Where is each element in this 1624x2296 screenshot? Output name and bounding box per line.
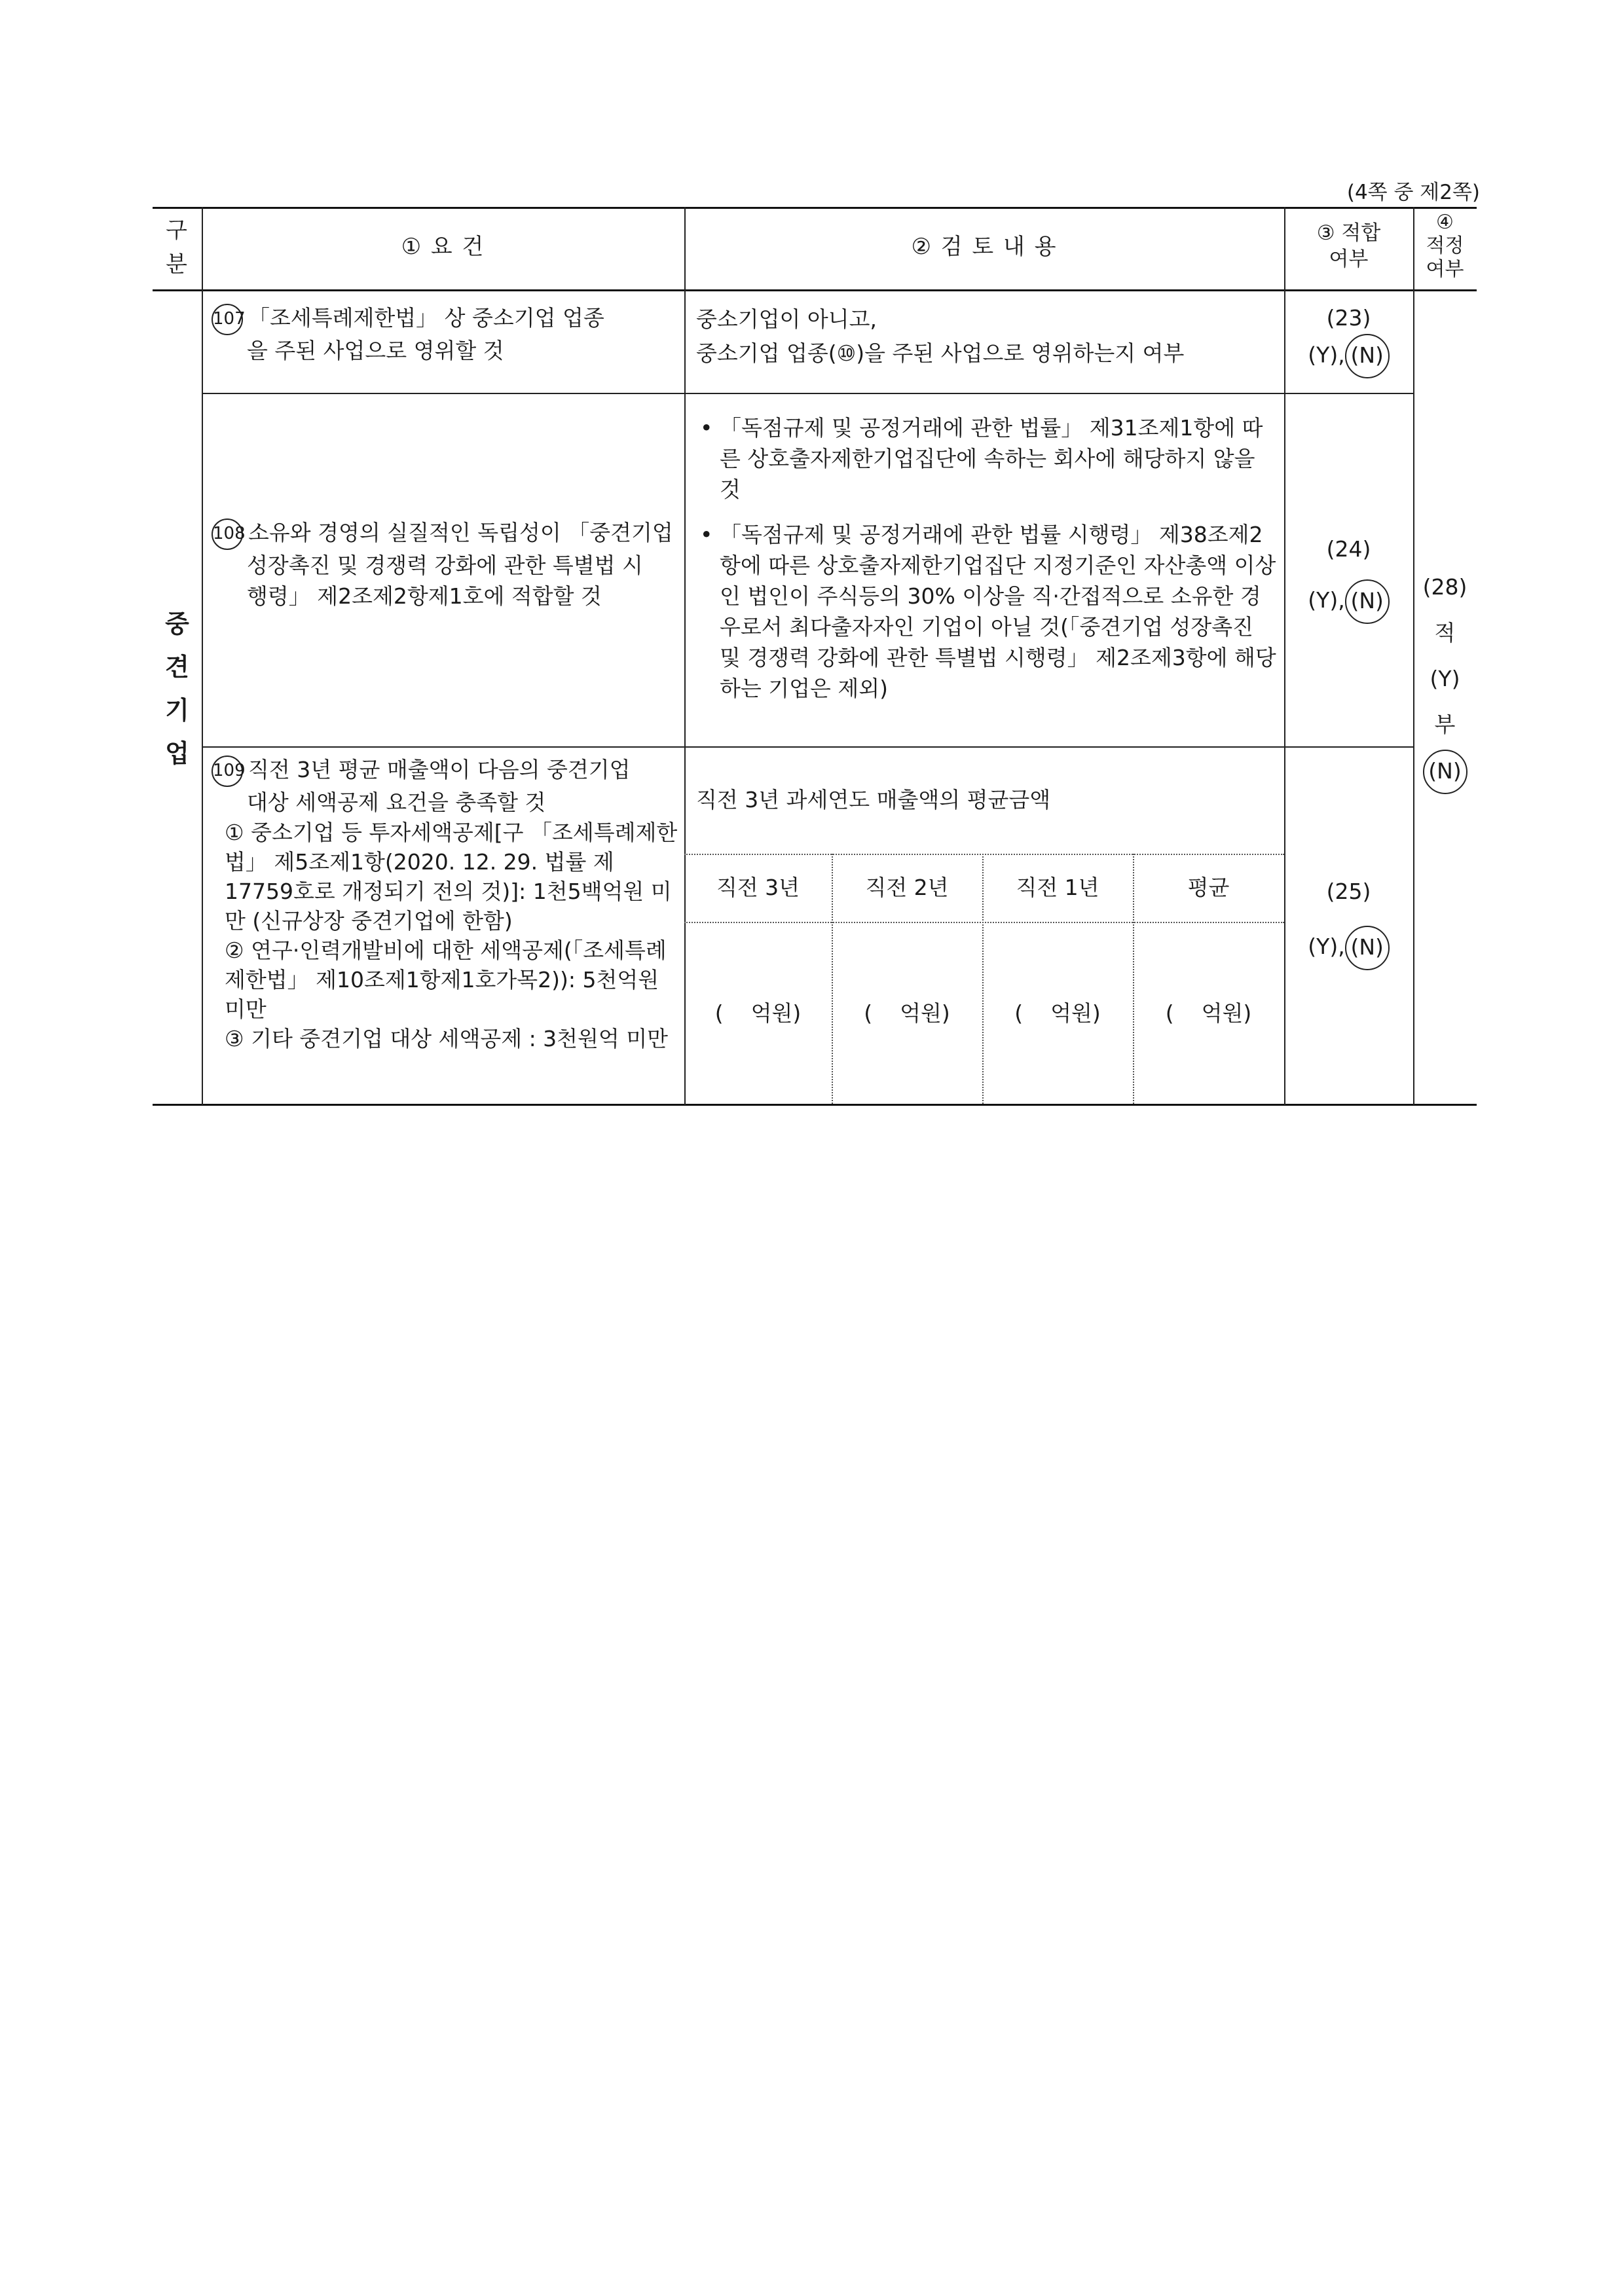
row107-result: (23) (Y), (N) xyxy=(1284,302,1413,378)
item-number-109: 109 xyxy=(212,756,243,787)
row108-bottom-border xyxy=(202,746,1413,748)
amount-3yr: ( 억원) xyxy=(714,1000,802,1026)
suitability-header: ③ 적합 여부 xyxy=(1316,221,1381,271)
row109-requirement: 109 직전 3년 평균 매출액이 다음의 중견기업 대상 세액공제 요건을 충족할 것 ① 중소기업 등 투자세액공제[구 「조세특례제한법」 제5조제1항(2020. 12. 29. 법률 제17759호로 개정되기 전의 것)]: 1천5백억원 미만 (신규상장 중견기업에 한함) ② 연구·인력개발비에 대한 세액공제(「조세특례제한법」 제10조제1항제1호가목2)): 5천억원 미만 ③ 기타 중견기업 대상 세액공제 : 3천원억 미만 xyxy=(212,754,678,1053)
row108-n-mark: (N) xyxy=(1345,579,1390,624)
table-top-border xyxy=(153,207,1477,209)
col-header-average: 평균 xyxy=(1187,875,1230,900)
col-header-1yr: 직전 1년 xyxy=(1016,875,1099,900)
row109-item-3: ③ 기타 중견기업 대상 세액공제 : 3천원억 미만 xyxy=(225,1025,669,1051)
appropriate-header: ④ 적정 여부 xyxy=(1426,211,1464,281)
section-label-midsize: 중 견 기 업 xyxy=(165,610,189,768)
row107-requirement: 107 「조세특례제한법」 상 중소기업 업종 을 주된 사업으로 영위할 것 xyxy=(212,302,678,366)
row108-requirement: 108 소유와 경영의 실질적인 독립성이 「중견기업 성장촉진 및 경쟁력 강화에 관한 특별법 시 행령」 제2조제2항제1호에 적합할 것 xyxy=(212,517,678,611)
header-bottom-border xyxy=(153,289,1477,291)
row107-review: 중소기업이 아니고, 중소기업 업종(⑩)을 주된 사업으로 영위하는지 여부 xyxy=(696,306,1185,366)
row107-bottom-border xyxy=(202,393,1413,394)
overall-result: (28) 적 (Y) 부 (N) xyxy=(1413,564,1477,794)
review-header: ② 검 토 내 용 xyxy=(911,234,1058,260)
page-reference: (4쪽 중 제2쪽) xyxy=(1346,181,1480,204)
division-header: 구 분 xyxy=(166,217,189,278)
row109-item-1: ① 중소기업 등 투자세액공제[구 「조세특례제한법」 제5조제1항(2020. 12. 29. 법률 제17759호로 개정되기 전의 것)]: 1천5백억원 미만 (신규상장 중견기업에 한함) xyxy=(225,819,678,934)
table-bottom-border xyxy=(153,1104,1477,1106)
col-header-2yr: 직전 2년 xyxy=(865,875,949,900)
row108-result: (24) (Y), (N) xyxy=(1284,524,1413,626)
row109-result: (25) (Y), (N) xyxy=(1284,864,1413,974)
row109-item-2: ② 연구·인력개발비에 대한 세액공제(「조세특례제한법」 제10조제1항제1호가목2)): 5천억원 미만 xyxy=(225,937,667,1022)
col-divider-2 xyxy=(684,207,686,1105)
row108-bullet-2: • 「독점규제 및 공정거래에 관한 법률 시행령」 제38조제2항에 따른 상호출자제한기업집단 지정기준인 자산총액 이상인 법인이 주식등의 30% 이상을 직·간접적으로 소유한 경우로서 최다출자자인 기업이 아닐 것(「중견기업 성장촉진 및 경쟁력 강화에 관한 특별법 시행령」 제2조제3항에 해당하는 기업은 제외) xyxy=(696,519,1279,704)
subtable-top-line xyxy=(684,854,1284,855)
review-form-table xyxy=(153,207,1477,1105)
requirement-header: ① 요 건 xyxy=(401,234,485,260)
overall-n-mark: (N) xyxy=(1423,750,1467,794)
row108-bullet-1: • 「독점규제 및 공정거래에 관한 법률」 제31조제1항에 따른 상호출자제한기업집단에 속하는 회사에 해당하지 않을 것 xyxy=(696,412,1279,505)
row109-review-title: 직전 3년 과세연도 매출액의 평균금액 xyxy=(696,787,1051,812)
row109-item-list xyxy=(212,818,678,1053)
col-divider-1 xyxy=(202,207,203,1105)
row107-n-mark: (N) xyxy=(1345,334,1390,378)
row109-n-mark: (N) xyxy=(1345,926,1390,970)
amount-average: ( 억원) xyxy=(1165,1000,1252,1026)
item-number-108: 108 xyxy=(212,519,243,550)
item-number-107: 107 xyxy=(212,304,243,335)
subtable-mid-line xyxy=(684,922,1284,923)
amount-2yr: ( 억원) xyxy=(864,1000,950,1026)
col-header-3yr: 직전 3년 xyxy=(716,875,800,900)
row108-review xyxy=(696,412,1279,718)
amount-1yr: ( 억원) xyxy=(1014,1000,1101,1026)
